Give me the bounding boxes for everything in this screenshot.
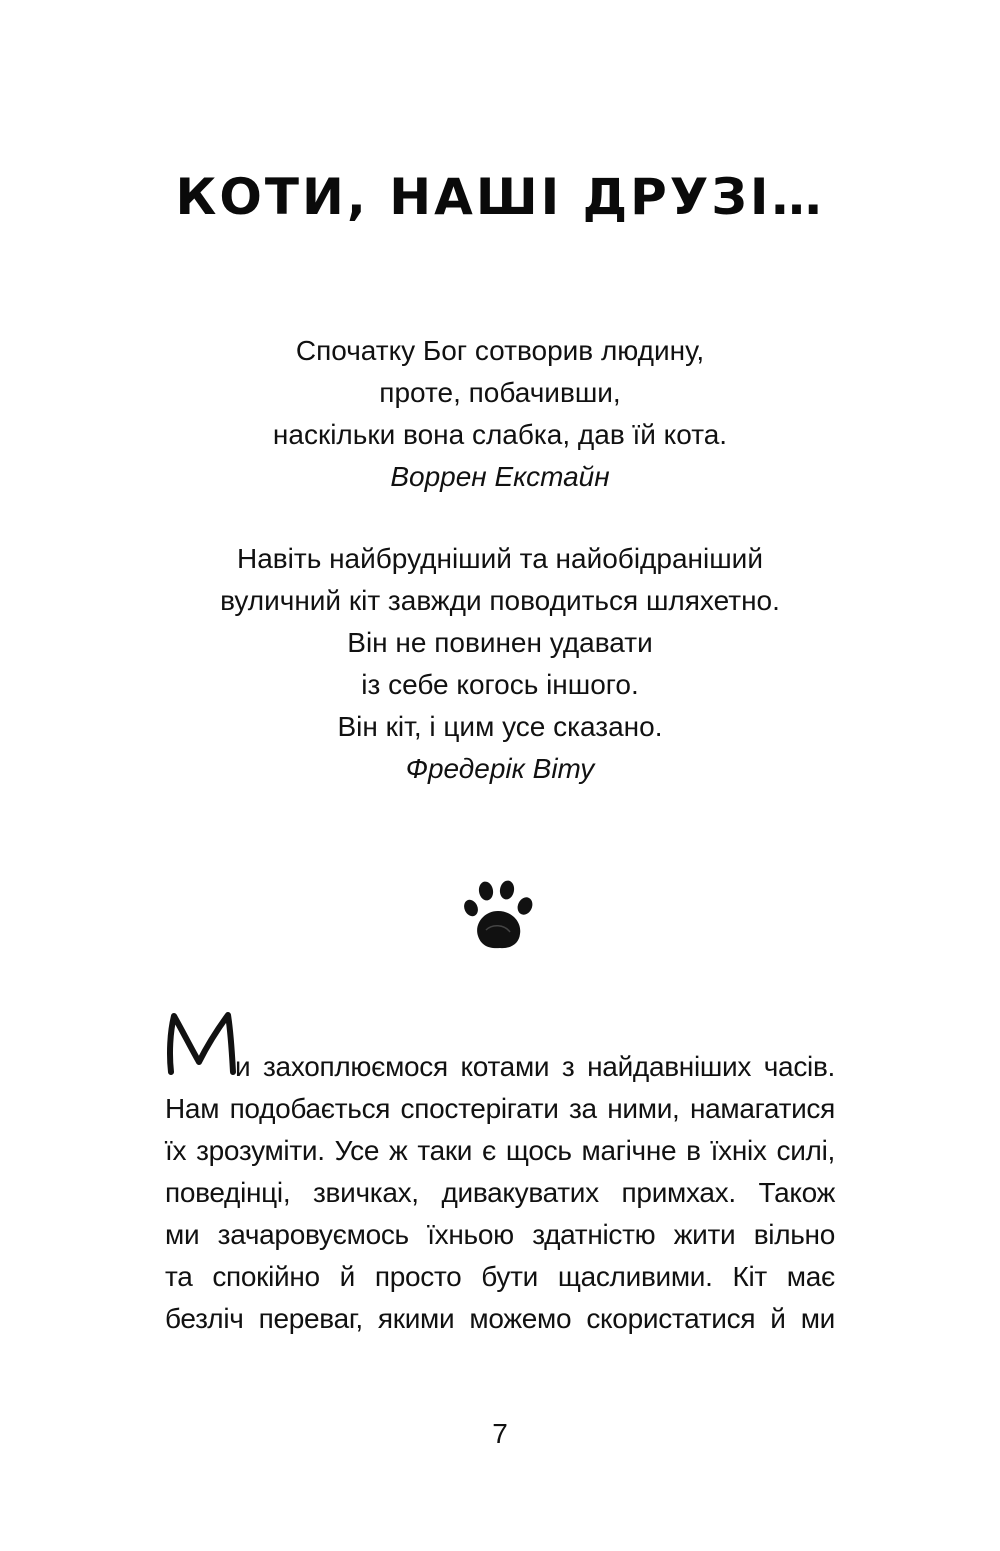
- body-line: и захоплюємося котами з найдавніших часів.: [235, 1051, 835, 1082]
- epigraph-2: [0, 538, 1000, 790]
- epigraph-1: [0, 330, 1000, 498]
- body-line: Нам подобається спостерігати за ними, намагатися: [165, 1093, 835, 1124]
- page-number: 7: [492, 1418, 508, 1449]
- epigraph-author: Фредерік Віту: [405, 753, 595, 784]
- chapter-title: КОТИ, НАШІ ДРУЗІ…: [175, 168, 825, 226]
- epigraph-line: Він кіт, і цим усе сказано.: [337, 711, 663, 742]
- epigraph-line: вуличний кіт завжди поводиться шляхетно.: [220, 585, 780, 616]
- body-line: та спокійно й просто бути щасливими. Кіт має: [165, 1261, 835, 1292]
- body-line: їх зрозуміти. Усе ж таки є щось магічне в їхніх силі,: [165, 1135, 835, 1166]
- body-line: ми зачаровуємось їхньою здатністю жити вільно: [165, 1219, 835, 1250]
- epigraph-line: Він не повинен удавати: [347, 627, 653, 658]
- body-line: поведінці, звичках, дивакуватих примхах. Також: [165, 1177, 835, 1208]
- epigraph-author: Воррен Екстайн: [390, 461, 610, 492]
- epigraph-line: із себе когось іншого.: [361, 669, 639, 700]
- body-line: безліч переваг, якими можемо скористатися й ми: [165, 1303, 835, 1334]
- body-paragraph: [165, 1008, 835, 1340]
- epigraph-line: Спочатку Бог сотворив людину,: [295, 335, 705, 366]
- epigraph-line: наскільки вона слабка, дав їй кота.: [272, 419, 728, 450]
- epigraph-line: Навіть найбрудніший та найобідраніший: [237, 543, 763, 574]
- epigraph-line: проте, побачивши,: [379, 377, 621, 408]
- paw-print-icon: [462, 878, 538, 954]
